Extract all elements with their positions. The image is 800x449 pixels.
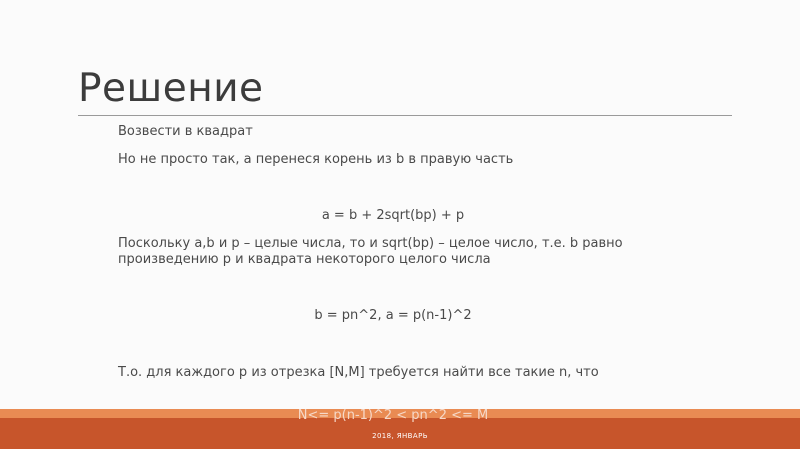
- formula-inequality: N<= p(n-1)^2 < pn^2 <= M: [297, 408, 489, 423]
- formula-b: b = pn^2, a = p(n-1)^2: [314, 308, 472, 323]
- title-divider: [78, 115, 732, 116]
- slide-title: Решение: [78, 66, 264, 111]
- text-line-integers: Поскольку a,b и p – целые числа, то и sqrt(bp) – целое число, т.е. b равно произведению p и квадрата некоторого целого числа: [118, 236, 623, 267]
- text-line-square: Возвести в квадрат: [118, 124, 253, 139]
- text-line-range: Т.о. для каждого p из отрезка [N,M] требуется найти все такие n, что: [118, 365, 599, 380]
- formula-a: a = b + 2sqrt(bp) + p: [321, 208, 465, 223]
- text-line-move-root: Но не просто так, а перенеся корень из b в правую часть: [118, 152, 514, 167]
- footer-date: 2018, ЯНВАРЬ: [372, 432, 428, 440]
